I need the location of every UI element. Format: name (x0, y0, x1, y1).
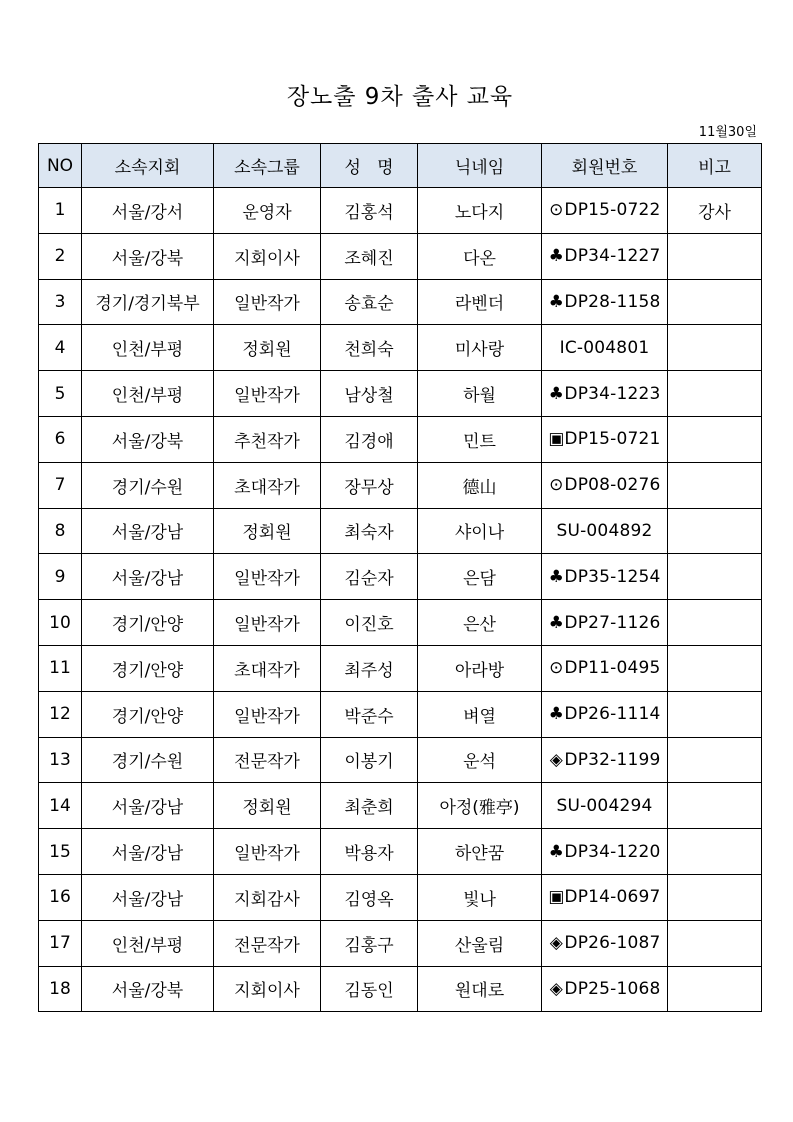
member-number-text: DP35-1254 (564, 566, 661, 587)
cell-branch: 서울/강남 (82, 554, 214, 600)
cell-no: 15 (39, 829, 82, 875)
cell-group: 지회이사 (214, 966, 321, 1012)
cell-nickname: 은산 (418, 600, 542, 646)
cell-no: 7 (39, 462, 82, 508)
cell-name: 남상철 (321, 371, 418, 417)
cell-branch: 인천/부평 (82, 920, 214, 966)
table-row (39, 233, 762, 279)
cell-member-number (542, 645, 668, 691)
cell-name: 조혜진 (321, 233, 418, 279)
cell-name: 장무상 (321, 462, 418, 508)
cell-member-number (542, 508, 668, 554)
cell-name: 박준수 (321, 691, 418, 737)
member-number-text: DP15-0722 (564, 200, 661, 221)
cell-note: 강사 (668, 188, 762, 234)
cell-name: 천희숙 (321, 325, 418, 371)
table-row (39, 874, 762, 920)
club-icon: ♣ (548, 566, 565, 587)
cell-group: 추천작가 (214, 416, 321, 462)
cell-nickname: 샤이나 (418, 508, 542, 554)
table-row (39, 645, 762, 691)
table-row (39, 462, 762, 508)
cell-note (668, 737, 762, 783)
cell-note (668, 279, 762, 325)
cell-no: 12 (39, 691, 82, 737)
cell-nickname: 운석 (418, 737, 542, 783)
table-row (39, 691, 762, 737)
cell-note (668, 416, 762, 462)
cell-nickname: 노다지 (418, 188, 542, 234)
cell-name: 이진호 (321, 600, 418, 646)
cell-name: 김홍구 (321, 920, 418, 966)
cell-no: 14 (39, 783, 82, 829)
club-icon: ♣ (548, 704, 565, 725)
cell-member-number (542, 233, 668, 279)
cell-branch: 서울/강서 (82, 188, 214, 234)
header-no: NO (39, 144, 82, 188)
cell-no: 4 (39, 325, 82, 371)
table-row (39, 829, 762, 875)
table-header-row (39, 144, 762, 188)
diamond-in-diamond-icon: ◈ (549, 978, 564, 999)
cell-group: 일반작가 (214, 371, 321, 417)
member-number-text: DP32-1199 (564, 749, 661, 770)
cell-nickname: 산울림 (418, 920, 542, 966)
member-number-text: SU-004892 (556, 520, 653, 541)
cell-group: 지회이사 (214, 233, 321, 279)
cell-nickname: 빛나 (418, 874, 542, 920)
cell-branch: 인천/부평 (82, 371, 214, 417)
cell-name: 송효순 (321, 279, 418, 325)
table-row (39, 920, 762, 966)
cell-member-number (542, 874, 668, 920)
cell-name: 김홍석 (321, 188, 418, 234)
cell-member-number (542, 966, 668, 1012)
cell-no: 3 (39, 279, 82, 325)
cell-note (668, 508, 762, 554)
cell-note (668, 462, 762, 508)
member-number-text: DP34-1227 (564, 246, 661, 267)
circled-dot-icon: ⊙ (549, 658, 564, 679)
cell-note (668, 600, 762, 646)
cell-no: 9 (39, 554, 82, 600)
cell-name: 박용자 (321, 829, 418, 875)
club-icon: ♣ (548, 612, 565, 633)
member-number-text: DP26-1087 (564, 933, 661, 954)
header-nickname: 닉네임 (418, 144, 542, 188)
cell-group: 정회원 (214, 325, 321, 371)
table-row (39, 966, 762, 1012)
cell-branch: 경기/수원 (82, 462, 214, 508)
club-icon: ♣ (548, 291, 565, 312)
cell-nickname: 벼열 (418, 691, 542, 737)
cell-member-number (542, 371, 668, 417)
cell-group: 전문작가 (214, 920, 321, 966)
cell-note (668, 829, 762, 875)
cell-note (668, 325, 762, 371)
table-row (39, 554, 762, 600)
cell-member-number (542, 279, 668, 325)
table-row (39, 783, 762, 829)
cell-note (668, 783, 762, 829)
cell-group: 일반작가 (214, 829, 321, 875)
circled-dot-icon: ⊙ (549, 200, 564, 221)
cell-note (668, 371, 762, 417)
document-title: 장노출 9차 출사 교육 (286, 84, 514, 110)
member-number-text: DP11-0495 (564, 658, 661, 679)
cell-note (668, 645, 762, 691)
table-row (39, 737, 762, 783)
cell-member-number (542, 737, 668, 783)
member-number-text: DP26-1114 (564, 704, 661, 725)
cell-no: 2 (39, 233, 82, 279)
cell-no: 8 (39, 508, 82, 554)
cell-nickname: 라벤더 (418, 279, 542, 325)
cell-note (668, 966, 762, 1012)
circled-dot-icon: ⊙ (549, 475, 564, 496)
table-body (39, 188, 762, 1012)
cell-branch: 서울/강북 (82, 233, 214, 279)
member-number-text: DP34-1223 (564, 383, 661, 404)
cell-member-number (542, 920, 668, 966)
cell-group: 정회원 (214, 508, 321, 554)
cell-branch: 경기/수원 (82, 737, 214, 783)
member-number-text: DP25-1068 (564, 978, 661, 999)
cell-nickname: 원대로 (418, 966, 542, 1012)
cell-branch: 서울/강남 (82, 508, 214, 554)
member-number-text: DP14-0697 (564, 887, 661, 908)
cell-no: 17 (39, 920, 82, 966)
cell-no: 1 (39, 188, 82, 234)
square-in-square-icon: ▣ (548, 429, 565, 450)
cell-note (668, 691, 762, 737)
member-number-text: IC-004801 (559, 337, 650, 358)
cell-branch: 서울/강남 (82, 783, 214, 829)
cell-name: 김동인 (321, 966, 418, 1012)
cell-name: 최숙자 (321, 508, 418, 554)
cell-nickname: 하월 (418, 371, 542, 417)
cell-note (668, 874, 762, 920)
header-branch: 소속지회 (82, 144, 214, 188)
cell-branch: 경기/안양 (82, 645, 214, 691)
cell-name: 김영옥 (321, 874, 418, 920)
member-number-text: DP34-1220 (564, 841, 661, 862)
table-row (39, 279, 762, 325)
table-row (39, 325, 762, 371)
document-date: 11월30일 (698, 125, 757, 140)
cell-nickname: 하얀꿈 (418, 829, 542, 875)
cell-group: 전문작가 (214, 737, 321, 783)
roster-table (38, 143, 762, 1012)
cell-nickname: 다온 (418, 233, 542, 279)
cell-note (668, 920, 762, 966)
cell-name: 이봉기 (321, 737, 418, 783)
table-row (39, 371, 762, 417)
header-group: 소속그룹 (214, 144, 321, 188)
cell-no: 5 (39, 371, 82, 417)
member-number-text: DP27-1126 (564, 612, 661, 633)
cell-group: 일반작가 (214, 279, 321, 325)
cell-member-number (542, 829, 668, 875)
cell-member-number (542, 691, 668, 737)
cell-no: 11 (39, 645, 82, 691)
cell-note (668, 554, 762, 600)
club-icon: ♣ (548, 383, 565, 404)
square-in-square-icon: ▣ (548, 887, 565, 908)
cell-group: 초대작가 (214, 645, 321, 691)
cell-member-number (542, 554, 668, 600)
cell-branch: 인천/부평 (82, 325, 214, 371)
table-row (39, 416, 762, 462)
cell-no: 10 (39, 600, 82, 646)
cell-group: 일반작가 (214, 600, 321, 646)
header-name: 성 명 (321, 144, 418, 188)
cell-member-number (542, 188, 668, 234)
member-number-text: DP15-0721 (564, 429, 661, 450)
cell-branch: 경기/경기북부 (82, 279, 214, 325)
cell-name: 최춘희 (321, 783, 418, 829)
cell-nickname: 아정(雅亭) (418, 783, 542, 829)
cell-group: 일반작가 (214, 691, 321, 737)
cell-no: 13 (39, 737, 82, 783)
cell-member-number (542, 600, 668, 646)
cell-no: 6 (39, 416, 82, 462)
cell-branch: 경기/안양 (82, 600, 214, 646)
table-row (39, 508, 762, 554)
cell-group: 일반작가 (214, 554, 321, 600)
cell-nickname: 은담 (418, 554, 542, 600)
diamond-in-diamond-icon: ◈ (549, 933, 564, 954)
cell-note (668, 233, 762, 279)
table-row (39, 188, 762, 234)
member-number-text: SU-004294 (556, 795, 653, 816)
member-number-text: DP08-0276 (564, 475, 661, 496)
table-row (39, 600, 762, 646)
cell-nickname: 미사랑 (418, 325, 542, 371)
diamond-in-diamond-icon: ◈ (549, 749, 564, 770)
header-member-number: 회원번호 (542, 144, 668, 188)
cell-nickname: 민트 (418, 416, 542, 462)
cell-member-number (542, 325, 668, 371)
cell-group: 지회감사 (214, 874, 321, 920)
cell-nickname: 德山 (418, 462, 542, 508)
cell-member-number (542, 416, 668, 462)
cell-no: 16 (39, 874, 82, 920)
cell-member-number (542, 783, 668, 829)
cell-no: 18 (39, 966, 82, 1012)
cell-group: 운영자 (214, 188, 321, 234)
cell-name: 최주성 (321, 645, 418, 691)
cell-group: 정회원 (214, 783, 321, 829)
cell-name: 김순자 (321, 554, 418, 600)
cell-group: 초대작가 (214, 462, 321, 508)
cell-member-number (542, 462, 668, 508)
club-icon: ♣ (548, 841, 565, 862)
cell-name: 김경애 (321, 416, 418, 462)
club-icon: ♣ (548, 246, 565, 267)
cell-branch: 서울/강남 (82, 829, 214, 875)
header-note: 비고 (668, 144, 762, 188)
cell-branch: 서울/강남 (82, 874, 214, 920)
cell-branch: 서울/강북 (82, 416, 214, 462)
cell-branch: 서울/강북 (82, 966, 214, 1012)
cell-branch: 경기/안양 (82, 691, 214, 737)
cell-nickname: 아라방 (418, 645, 542, 691)
member-number-text: DP28-1158 (564, 291, 661, 312)
